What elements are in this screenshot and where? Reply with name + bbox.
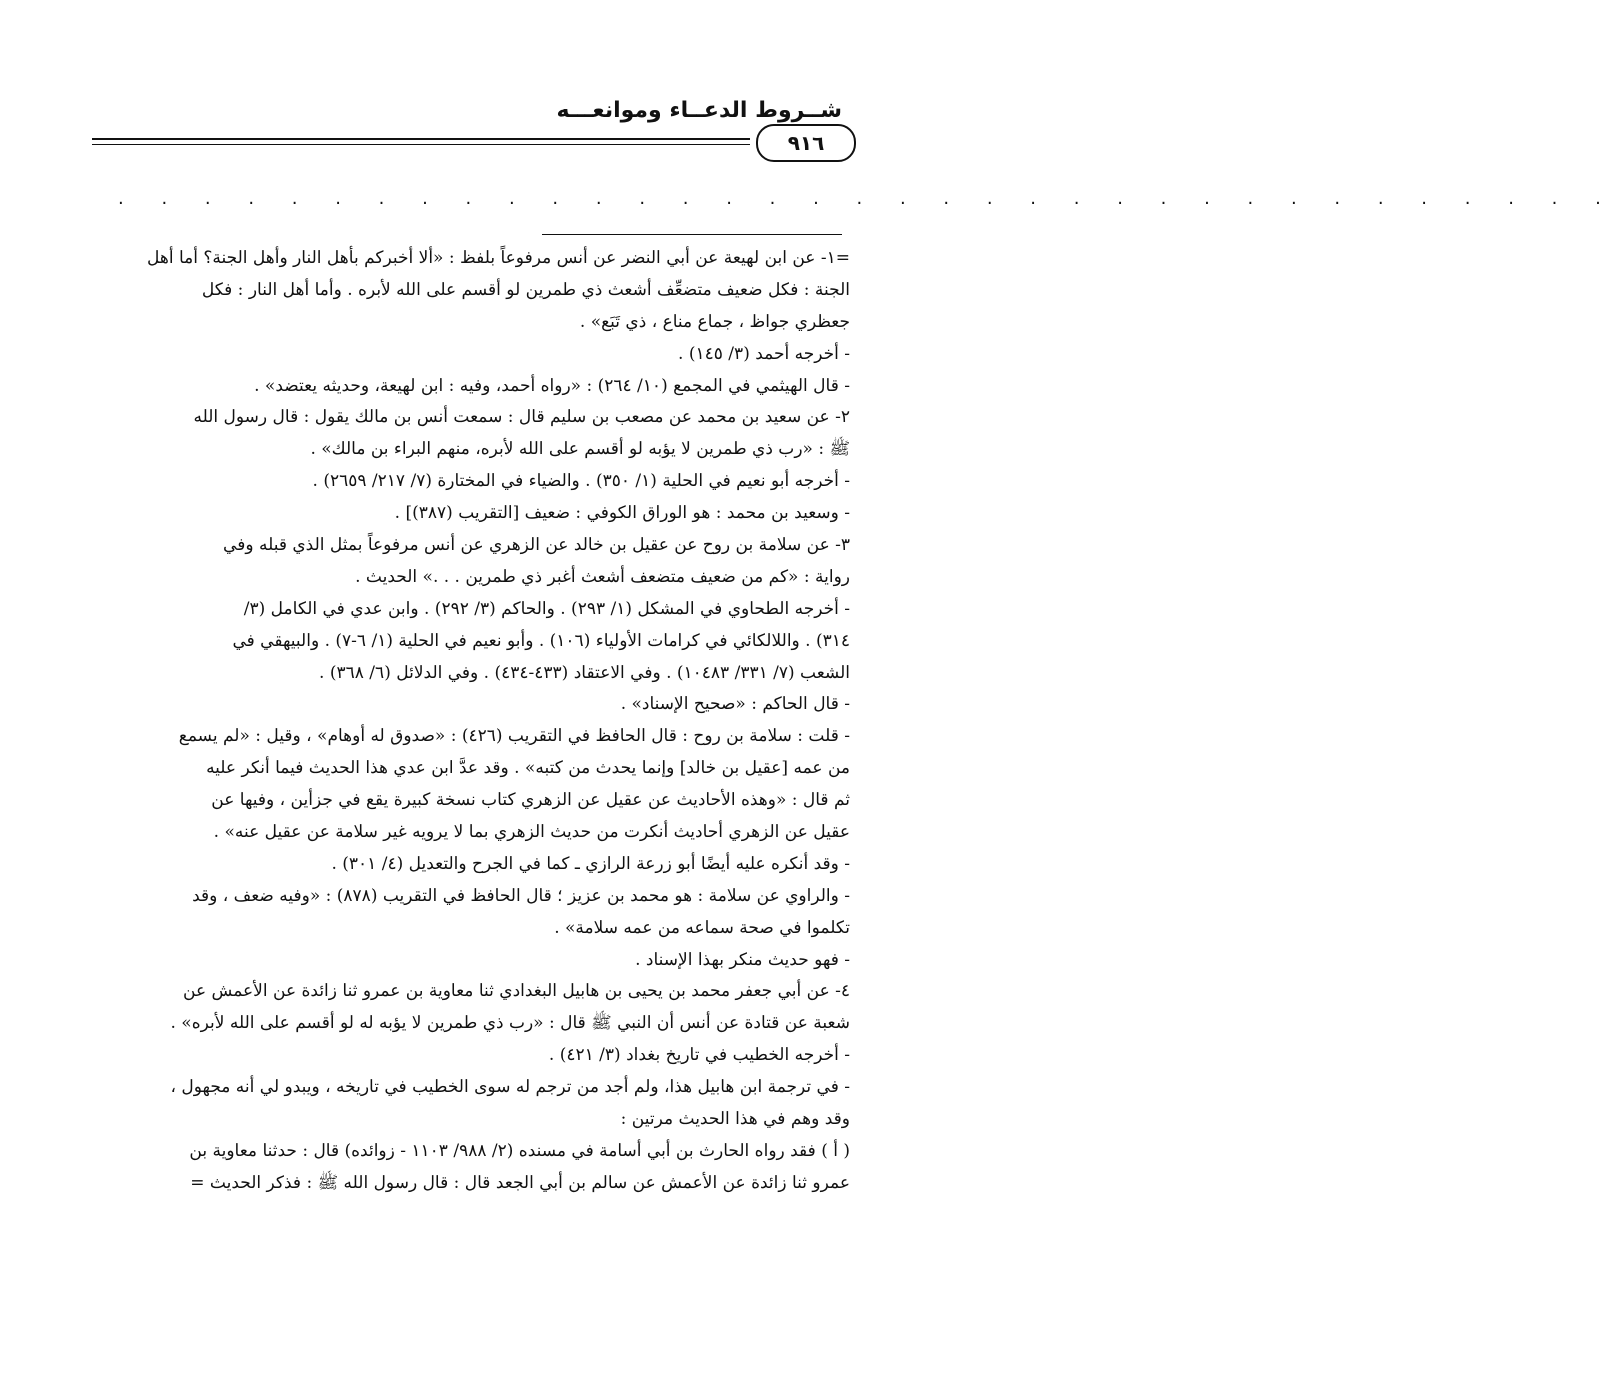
footnote-rule <box>542 234 842 235</box>
header-rule <box>92 138 750 140</box>
text-line: - وسعيد بن محمد : هو الوراق الكوفي : ضعيف [التقريب (٣٨٧)] . <box>394 503 850 524</box>
text-line: - قال الهيثمي في المجمع (١٠/ ٢٦٤) : «رواه أحمد، وفيه : ابن لهيعة، وحديثه يعتضد» . <box>254 375 850 396</box>
text-line: ٤- عن أبي جعفر محمد بن يحيى بن هابيل البغدادي ثنا معاوية بن عمرو ثنا زائدة عن الأعمش عن <box>183 981 850 1002</box>
text-line: ٣- عن سلامة بن روح عن عقيل بن خالد عن الزهري عن أنس مرفوعاً بمثل الذي قبله وفي <box>223 535 850 556</box>
text-line: ٣١٤) . واللالكائي في كرامات الأولياء (١٠٦) . وأبو نعيم في الحلية (١/ ٦-٧) . والبيهقي في <box>232 630 850 651</box>
text-line: - وقد أنكره عليه أيضًا أبو زرعة الرازي ـ كما في الجرح والتعديل (٤/ ٣٠١) . <box>331 853 850 874</box>
dotted-separator: . . . . . . . . . . . . . . . . . . . . . . . . . . . . . . . . . . . <box>118 188 1617 209</box>
text-line: ﷺ : «رب ذي طمرين لا يؤبه لو أقسم على الله لأبره، منهم البراء بن مالك» . <box>310 439 850 460</box>
text-line: جعظري جواظ ، جماع مناع ، ذي تَبَع» . <box>579 311 850 332</box>
footnote-body <box>100 243 850 1200</box>
text-line: وقد وهم في هذا الحديث مرتين : <box>620 1109 850 1130</box>
text-line: - في ترجمة ابن هابيل هذا، ولم أجد من ترجم له سوى الخطيب في تاريخه ، ويبدو لي أنه مجهول ، <box>170 1077 850 1098</box>
text-line: الجنة : فكل ضعيف متضعِّف أشعث ذي طمرين لو أقسم على الله لأبره . وأما أهل النار : فكل <box>201 279 850 300</box>
text-line: =١- عن ابن لهيعة عن أبي النضر عن أنس مرفوعاً بلفظ : «ألا أخبركم بأهل النار وأهل الجنة؟ أما أهل <box>147 248 850 268</box>
page-number: ٩١٦ <box>756 124 856 162</box>
text-line: تكلموا في صحة سماعه من عمه سلامة» . <box>554 917 850 938</box>
text-line: عمرو ثنا زائدة عن الأعمش عن سالم بن أبي الجعد قال : قال رسول الله ﷺ : فذكر الحديث = <box>190 1172 850 1193</box>
text-line: - والراوي عن سلامة : هو محمد بن عزيز ؛ قال الحافظ في التقريب (٨٧٨) : «وفيه ضعف ، وقد <box>192 885 850 906</box>
text-line: - أخرجه أبو نعيم في الحلية (١/ ٣٥٠) . والضياء في المختارة (٧/ ٢١٧/ ٢٦٥٩) . <box>312 471 850 492</box>
running-title: شــروط الدعــاء وموانعـــه <box>556 98 842 123</box>
text-line: - قال الحاكم : «صحيح الإسناد» . <box>620 694 850 715</box>
text-line: - أخرجه الطحاوي في المشكل (١/ ٢٩٣) . والحاكم (٣/ ٢٩٢) . وابن عدي في الكامل (٣/ <box>243 598 850 619</box>
text-line: عقيل عن الزهري أحاديث أنكرت من حديث الزهري بما لا يرويه غير سلامة عن عقيل عنه» . <box>213 822 850 843</box>
text-line: شعبة عن قتادة عن أنس أن النبي ﷺ قال : «رب ذي طمرين لا يؤبه له لو أقسم على الله لأبره» . <box>170 1013 850 1034</box>
text-line: من عمه [عقيل بن خالد] وإنما يحدث من كتبه» . وقد عدَّ ابن عدي هذا الحديث فيما أنكر عليه <box>206 758 850 779</box>
text-line: - أخرجه أحمد (٣/ ١٤٥) . <box>678 343 850 364</box>
text-line: الشعب (٧/ ٣٣١/ ١٠٤٨٣) . وفي الاعتقاد (٤٣٣-٤٣٤) . وفي الدلائل (٦/ ٣٦٨) . <box>319 662 850 683</box>
text-line: ٢- عن سعيد بن محمد عن مصعب بن سليم قال : سمعت أنس بن مالك يقول : قال رسول الله <box>193 407 850 428</box>
header-rule-thin <box>92 144 750 145</box>
text-line: رواية : «كم من ضعيف متضعف أشعث أغبر ذي طمرين . . .» الحديث . <box>355 566 850 587</box>
text-line: ثم قال : «وهذه الأحاديث عن عقيل عن الزهري كتاب نسخة كبيرة يقع في جزأين ، وفيها عن <box>211 790 850 811</box>
text-line: ( أ ) فقد رواه الحارث بن أبي أسامة في مسنده (٢/ ٩٨٨/ ١١٠٣ - زوائده) قال : حدثنا معاوية بن <box>189 1140 850 1161</box>
text-line: - أخرجه الخطيب في تاريخ بغداد (٣/ ٤٢١) . <box>548 1045 850 1066</box>
text-line: - فهو حديث منكر بهذا الإسناد . <box>635 949 850 970</box>
text-line: - قلت : سلامة بن روح : قال الحافظ في التقريب (٤٢٦) : «صدوق له أوهام» ، وقيل : «لم يسمع <box>178 726 850 747</box>
